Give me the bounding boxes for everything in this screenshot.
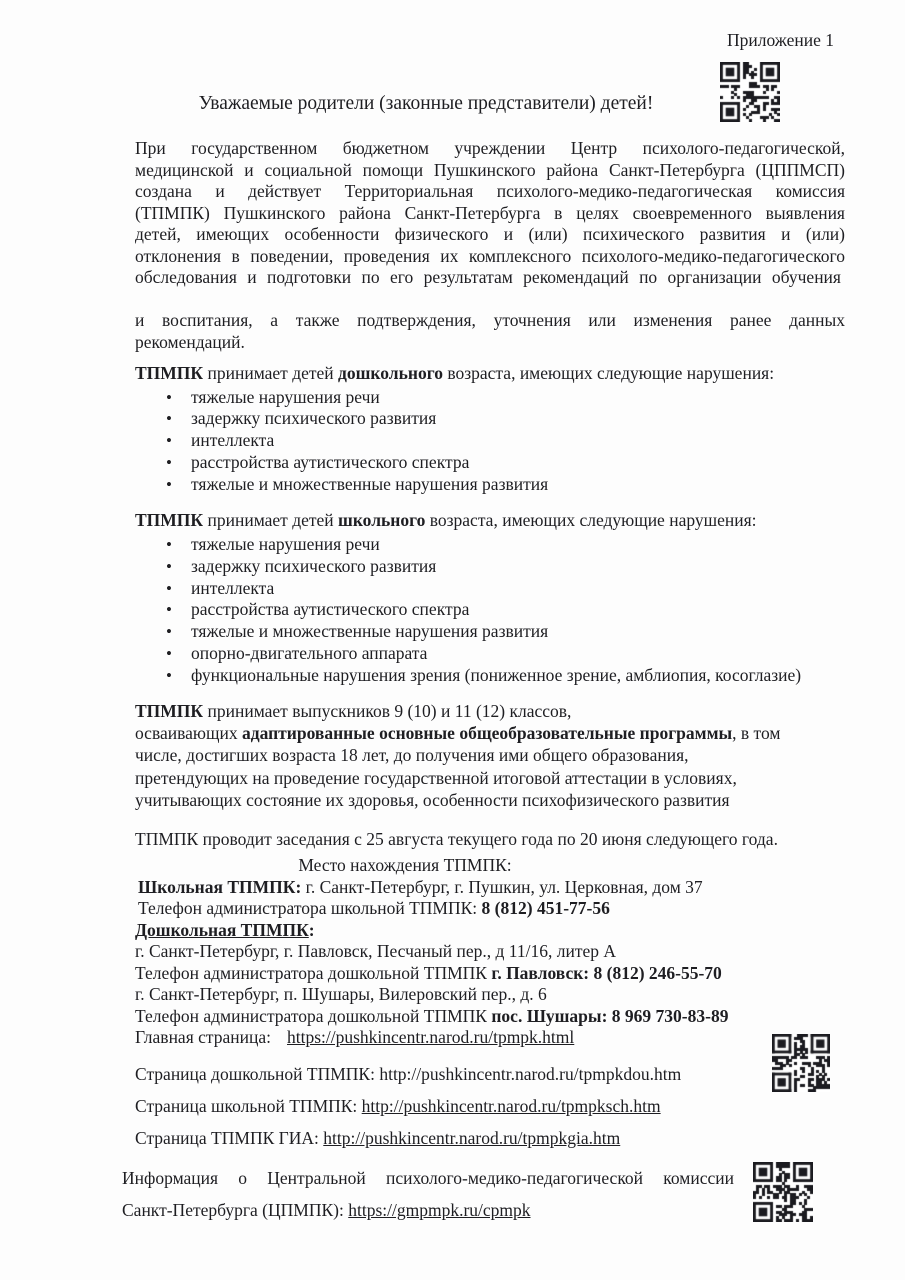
preschool-disorders-list xyxy=(135,387,845,496)
list-item: • тяжелые и множественные нарушения развития xyxy=(135,474,845,496)
intro-paragraph-1: При государственном бюджетном учреждении Центр психолого-педагогической, медицинской и социальной помощи Пушкинского района Санкт-Петербурга (ЦППМСП) создана и действует Территориальная психолого-медико-педагогическая комиссия (ТПМПК) Пушкинского района Санкт-Петербурга в целях своевременного выявления детей, имеющих особенности физического и (или) психического развития и (или) отклонения в поведении, проведения их комплексного психолого-медико-педагогического обследования и подготовки по его результатам рекомендаций по организации обучения xyxy=(135,138,845,287)
intro-paragraph-2: и воспитания, а также подтверждения, уточнения или изменения ранее данных рекомендаций. xyxy=(135,310,845,352)
list-item: • функциональные нарушения зрения (пониженное зрение, амблиопия, косоглазие) xyxy=(135,665,845,687)
org-abbr: ТПМПК xyxy=(135,510,204,531)
pavlovsk-phone-line: Телефон администратора дошкольной ТПМПК г. Павловск: 8 (812) 246-55-70 xyxy=(135,962,722,983)
list-item: • задержку психического развития xyxy=(135,556,845,578)
location-title: Место нахождения ТПМПК: xyxy=(298,855,512,876)
shushary-address-line: г. Санкт-Петербург, п. Шушары, Вилеровский пер., д. 6 xyxy=(135,984,547,1005)
phone-number: 8 (812) 451-77-56 xyxy=(481,898,610,919)
document-content xyxy=(122,0,845,1226)
central-commission-link[interactable]: https://gmpmpk.ru/cpmpk xyxy=(348,1200,531,1221)
location-block xyxy=(135,855,845,1049)
list-item: • опорно-двигательного аппарата xyxy=(135,643,845,665)
pages-block xyxy=(135,1064,845,1150)
programs-bold: адаптированные основные общеобразовательные программы xyxy=(241,722,733,743)
graduates-paragraph: ТПМПК принимает выпускников 9 (10) и 11 (12) классов, осваивающих адаптированные основные общеобразовательные программы, в том числе, достигших возраста 18 лет, до получения ими общего образования, претендующих на проведение государственной итоговой аттестации в условиях, учитывающих состояние их здоровья, особенности психофизического развития xyxy=(135,700,781,811)
list-item: • интеллекта xyxy=(135,578,845,600)
school-page-line: Страница школьной ТПМПК: http://pushkincentr.narod.ru/tpmpksch.htm xyxy=(135,1095,661,1116)
phone-number: г. Павловск: 8 (812) 246-55-70 xyxy=(491,962,722,983)
age-group: дошкольного xyxy=(338,363,443,383)
list-item: • тяжелые нарушения речи xyxy=(135,534,845,556)
gia-page-line: Страница ТПМПК ГИА: http://pushkincentr.narod.ru/tpmpkgia.htm xyxy=(135,1127,621,1148)
shushary-phone-line: Телефон администратора дошкольной ТПМПК пос. Шушары: 8 969 730-83-89 xyxy=(135,1005,729,1026)
sessions-schedule: ТПМПК проводит заседания с 25 августа текущего года по 20 июня следующего года. xyxy=(135,828,778,849)
list-item: • тяжелые и множественные нарушения развития xyxy=(135,621,845,643)
preschool-tpmpk-heading: Дошкольная ТПМПК: xyxy=(135,919,315,940)
main-page-link[interactable]: https://pushkincentr.narod.ru/tpmpk.html xyxy=(287,1027,575,1048)
list-item: • расстройства аутистического спектра xyxy=(135,599,845,621)
age-group: школьного xyxy=(338,510,426,531)
central-commission-line1: Информация о Центральной психолого-медико-педагогической комиссии xyxy=(122,1168,734,1189)
main-page-line: Главная страница: https://pushkincentr.narod.ru/tpmpk.html xyxy=(135,1027,575,1048)
school-phone-line: Телефон администратора школьной ТПМПК: 8 (812) 451-77-56 xyxy=(138,898,610,919)
preschool-page-link[interactable]: http://pushkincentr.narod.ru/tpmpkdou.htm xyxy=(379,1063,682,1084)
list-item: • задержку психического развития xyxy=(135,408,845,430)
list-item: • расстройства аутистического спектра xyxy=(135,452,845,474)
central-commission-info xyxy=(122,1162,734,1226)
school-disorders-list xyxy=(135,534,845,687)
preschool-page-line: Страница дошкольной ТПМПК: http://pushkincentr.narod.ru/tpmpkdou.htm xyxy=(135,1063,682,1084)
org-abbr: ТПМПК xyxy=(135,363,204,383)
org-abbr: ТПМПК xyxy=(135,700,204,721)
gia-page-link[interactable]: http://pushkincentr.narod.ru/tpmpkgia.htm xyxy=(323,1127,621,1148)
phone-number: пос. Шушары: 8 969 730-83-89 xyxy=(491,1005,729,1026)
annex-label: Приложение 1 xyxy=(727,30,835,50)
school-section-heading: ТПМПК принимает детей школьного возраста, имеющих следующие нарушения: xyxy=(135,510,757,531)
school-address-line: Школьная ТПМПК: г. Санкт-Петербург, г. Пушкин, ул. Церковная, дом 37 xyxy=(138,876,703,897)
preschool-section-heading: ТПМПК принимает детей дошкольного возраста, имеющих следующие нарушения: xyxy=(135,363,775,383)
pavlovsk-address-line: г. Санкт-Петербург, г. Павловск, Песчаный пер., д 11/16, литер А xyxy=(135,941,617,962)
preschool-tpmpk-label: Дошкольная ТПМПК xyxy=(135,919,309,940)
list-item: • тяжелые нарушения речи xyxy=(135,387,845,409)
central-commission-line2: Санкт-Петербурга (ЦПМПК): https://gmpmpk.ru/cpmpk xyxy=(122,1200,531,1221)
document-title: Уважаемые родители (законные представители) детей! xyxy=(198,93,654,114)
school-tpmpk-label: Школьная ТПМПК: xyxy=(138,876,302,897)
list-item: • интеллекта xyxy=(135,430,845,452)
school-page-link[interactable]: http://pushkincentr.narod.ru/tpmpksch.htm xyxy=(361,1095,661,1116)
